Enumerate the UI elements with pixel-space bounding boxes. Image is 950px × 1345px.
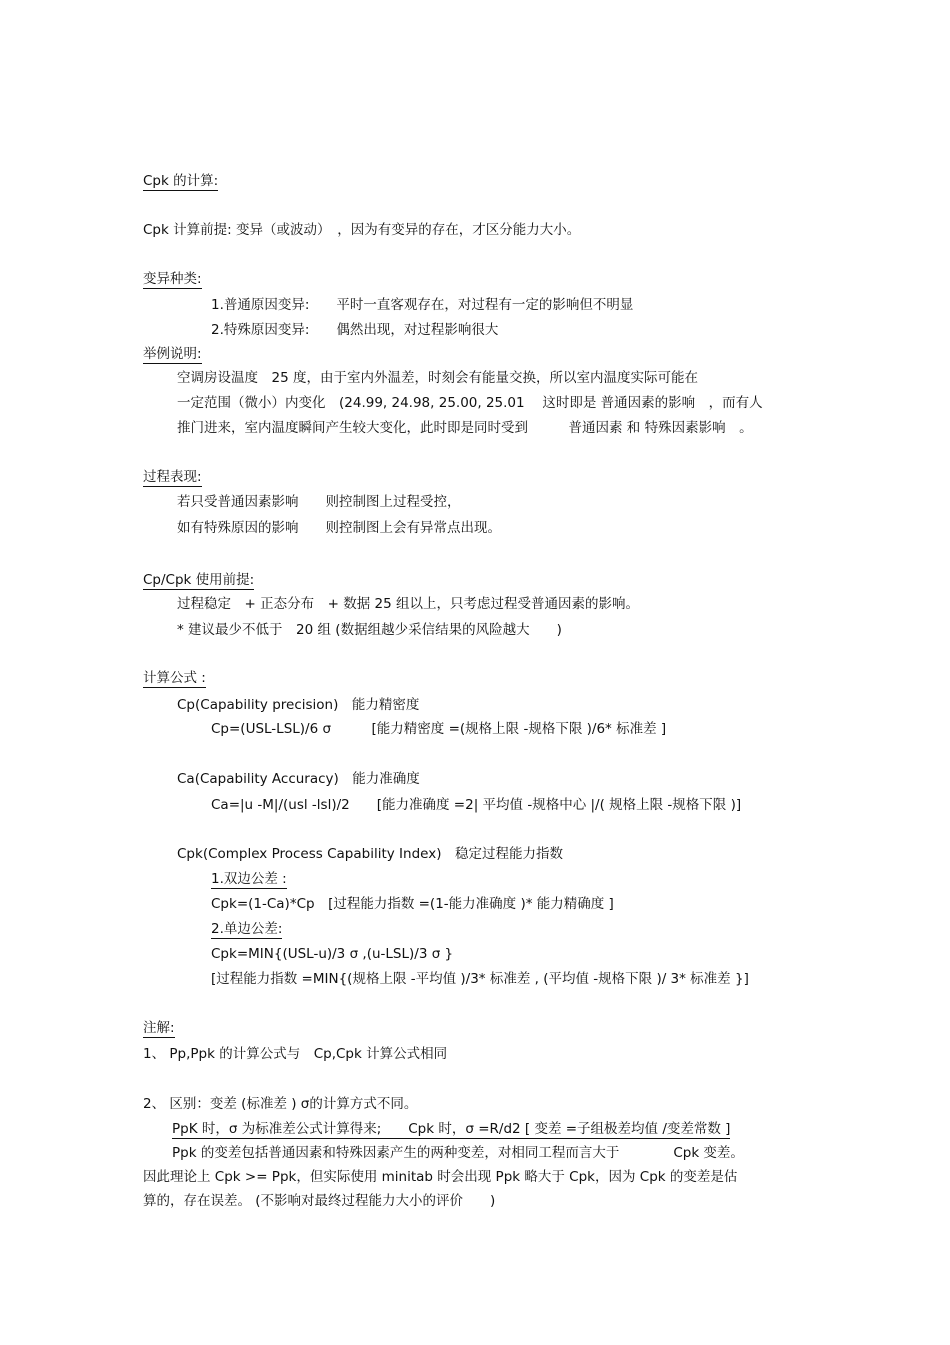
section-heading-cpk-calculation: Cpk 的计算: bbox=[143, 173, 219, 189]
example-line-1: 空调房设温度 25 度，由于室内外温差，时刻会有能量交换，所以室内温度实际可能在 bbox=[177, 370, 698, 386]
note-2-paragraph-line-1: Ppk 的变差包括普通因素和特殊因素产生的两种变差，对相同工程而言大于 Cpk 变差。 bbox=[172, 1145, 744, 1161]
bilateral-tolerance-heading: 1.双边公差 : bbox=[211, 871, 287, 887]
process-behavior-line-1: 若只受普通因素影响 则控制图上过程受控， bbox=[177, 494, 461, 510]
process-behavior-line-2: 如有特殊原因的影响 则控制图上会有异常点出现。 bbox=[177, 520, 501, 536]
premise-line-1: 过程稳定 + 正态分布 + 数据 25 组以上，只考虑过程受普通因素的影响。 bbox=[177, 596, 639, 612]
note-2-sigma-definitions: PpK 时，σ 为标准差公式计算得来; Cpk 时，σ =R/d2 [ 变差 =子组极差均值 /变差常数 ] bbox=[172, 1121, 731, 1137]
section-heading-process-behavior: 过程表现: bbox=[143, 469, 202, 485]
cp-heading: Cp(Capability precision) 能力精密度 bbox=[177, 697, 420, 713]
section-heading-formulas: 计算公式 : bbox=[143, 670, 206, 686]
variation-type-common: 1.普通原因变异: 平时一直客观存在，对过程有一定的影响但不明显 bbox=[211, 297, 634, 313]
note-1: 1、 Pp,Ppk 的计算公式与 Cp,Cpk 计算公式相同 bbox=[143, 1046, 448, 1062]
note-2: 2、 区别：变差 (标准差 ) σ的计算方式不同。 bbox=[143, 1096, 418, 1112]
section-heading-cp-cpk-premise: Cp/Cpk 使用前提: bbox=[143, 572, 255, 588]
section-heading-example: 举例说明: bbox=[143, 346, 202, 362]
unilateral-formula: Cpk=MIN{(USL-u)/3 σ ,(u-LSL)/3 σ } bbox=[211, 946, 454, 962]
unilateral-tolerance-heading: 2.单边公差: bbox=[211, 921, 283, 937]
note-2-paragraph-line-3: 算的，存在误差。 (不影响对最终过程能力大小的评价 ) bbox=[143, 1193, 496, 1209]
section-heading-variation-types: 变异种类: bbox=[143, 271, 202, 287]
variation-type-special: 2.特殊原因变异: 偶然出现，对过程影响很大 bbox=[211, 322, 499, 338]
ca-heading: Ca(Capability Accuracy) 能力准确度 bbox=[177, 771, 420, 787]
calculation-premise: Cpk 计算前提: 变异（或波动） ，因为有变异的存在，才区分能力大小。 bbox=[143, 222, 581, 238]
example-line-2: 一定范围（微小）内变化 (24.99, 24.98, 25.00, 25.01 这时即是 普通因素的影响 ，而有人 bbox=[177, 395, 763, 411]
bilateral-formula: Cpk=(1-Ca)*Cp [过程能力指数 =(1-能力准确度 )* 能力精确度 ] bbox=[211, 896, 614, 912]
unilateral-formula-explanation: [过程能力指数 =MIN{(规格上限 -平均值 )/3* 标准差 , (平均值 -规格下限 )/ 3* 标准差 }] bbox=[211, 971, 749, 987]
premise-line-2: * 建议最少不低于 20 组 (数据组越少采信结果的风险越大 ) bbox=[177, 622, 562, 638]
cp-formula: Cp=(USL-LSL)/6 σ [能力精密度 =(规格上限 -规格下限 )/6* 标准差 ] bbox=[211, 721, 667, 737]
ca-formula: Ca=|u -M|/(usl -lsl)/2 [能力准确度 =2| 平均值 -规格中心 |/( 规格上限 -规格下限 )] bbox=[211, 797, 742, 813]
note-2-paragraph-line-2: 因此理论上 Cpk >= Ppk，但实际使用 minitab 时会出现 Ppk 略大于 Cpk，因为 Cpk 的变差是估 bbox=[143, 1169, 738, 1185]
example-line-3: 推门进来，室内温度瞬间产生较大变化，此时即是同时受到 普通因素 和 特殊因素影响 。 bbox=[177, 420, 753, 436]
cpk-heading: Cpk(Complex Process Capability Index) 稳定过程能力指数 bbox=[177, 846, 563, 862]
section-heading-notes: 注解: bbox=[143, 1020, 175, 1036]
